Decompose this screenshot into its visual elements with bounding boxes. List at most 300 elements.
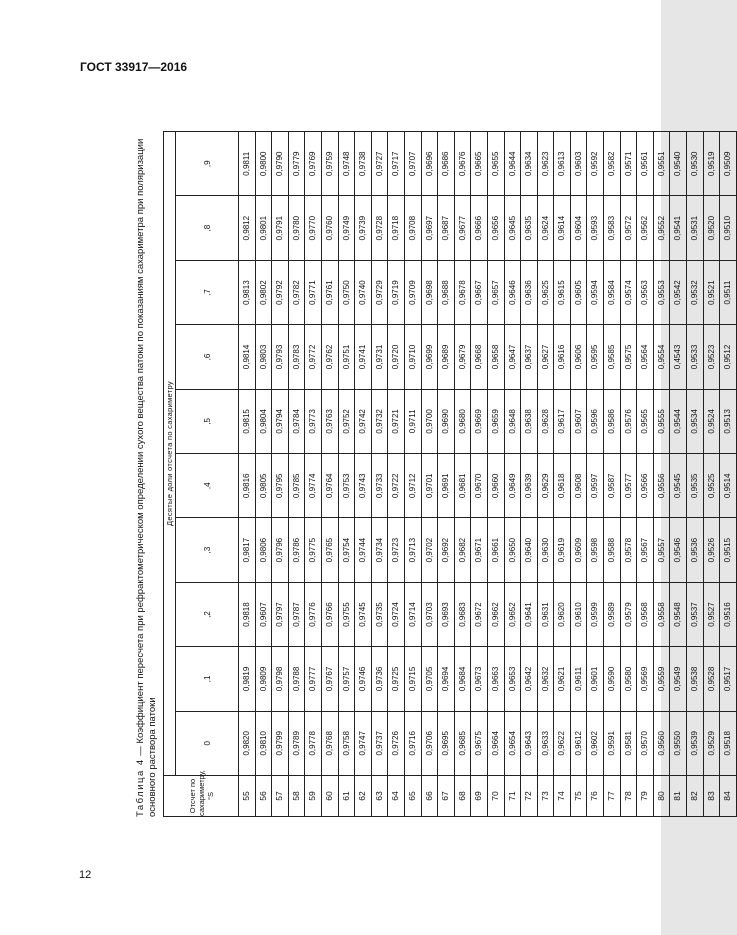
table-cell: 0,9679 [454, 325, 471, 389]
table-cell: 0,9545 [670, 454, 687, 518]
table-cell: 0,9570 [637, 711, 654, 775]
table-cell: 0,9661 [487, 518, 504, 582]
table-cell: 0,9673 [471, 647, 488, 711]
table-cell: 0,9817 [239, 518, 256, 582]
table-cell: 0,9602 [587, 711, 604, 775]
table-cell: 0,9727 [371, 132, 388, 196]
table-cell: 0,9743 [355, 454, 372, 518]
table-cell: 0,9523 [703, 325, 720, 389]
table-cell: 0,9625 [537, 260, 554, 324]
table-cell: 0,9541 [670, 196, 687, 260]
table-cell: 0,9701 [421, 454, 438, 518]
table-cell: 0,9731 [371, 325, 388, 389]
column-header: 0 [176, 711, 239, 775]
table-cell: 0,9714 [404, 582, 421, 646]
table-cell: 0,9791 [272, 196, 289, 260]
table-cell: 0,9765 [321, 518, 338, 582]
table-cell: 0,9638 [521, 389, 538, 453]
table-cell: 0,9713 [404, 518, 421, 582]
table-cell: 0,9716 [404, 711, 421, 775]
table-cell: 0,9748 [338, 132, 355, 196]
table-cell: 0,9686 [438, 132, 455, 196]
table-cell: 0,9669 [471, 389, 488, 453]
row-label: 77 [604, 776, 621, 817]
table-cell: 0,9710 [404, 325, 421, 389]
table-cell: 0,9724 [388, 582, 405, 646]
table-cell: 0,9684 [454, 647, 471, 711]
table-cell: 0,9771 [305, 260, 322, 324]
table-cell: 0,9782 [288, 260, 305, 324]
table-cell: 0,9732 [371, 389, 388, 453]
table-cell: 0,9786 [288, 518, 305, 582]
table-cell: 0,9531 [687, 196, 704, 260]
table-row [670, 132, 687, 817]
table-cell: 0,9568 [637, 582, 654, 646]
table-cell: 0,9798 [272, 647, 289, 711]
table-cell: 0,9685 [454, 711, 471, 775]
table-row [703, 132, 720, 817]
table-cell: 0,9592 [587, 132, 604, 196]
row-label: 83 [703, 776, 720, 817]
table-cell: 0,9707 [404, 132, 421, 196]
row-label: 62 [355, 776, 372, 817]
row-label: 76 [587, 776, 604, 817]
row-label: 64 [388, 776, 405, 817]
table-cell: 0,9770 [305, 196, 322, 260]
table-cell: 0,9540 [670, 132, 687, 196]
table-cell: 0,9640 [521, 518, 538, 582]
table-cell: 0,9718 [388, 196, 405, 260]
table-cell: 0,9585 [604, 325, 621, 389]
table-cell: 0,9576 [620, 389, 637, 453]
table-cell: 0,9539 [687, 711, 704, 775]
table-row [504, 132, 521, 817]
table-cell: 0,9784 [288, 389, 305, 453]
table-row [404, 132, 421, 817]
table-cell: 0,9630 [537, 518, 554, 582]
table-cell: 0,9658 [487, 325, 504, 389]
standard-header: ГОСТ 33917—2016 [80, 60, 188, 74]
table-row [471, 132, 488, 817]
table-cell: 0,9753 [338, 454, 355, 518]
table-cell: 0,9608 [570, 454, 587, 518]
table-cell: 0,9772 [305, 325, 322, 389]
table-cell: 0,9610 [570, 582, 587, 646]
table-cell: 0,9619 [554, 518, 571, 582]
table-cell: 0,9634 [521, 132, 538, 196]
table-cell: 0,9738 [355, 132, 372, 196]
table-cell: 0,9525 [703, 454, 720, 518]
table-cell: 0,9794 [272, 389, 289, 453]
table-cell: 0,9607 [570, 389, 587, 453]
table-cell: 0,9516 [720, 582, 737, 646]
table-row [355, 132, 372, 817]
table-row [438, 132, 455, 817]
table-cell: 0,9512 [720, 325, 737, 389]
table-cell: 0,9535 [687, 454, 704, 518]
table-cell: 0,9664 [487, 711, 504, 775]
table-cell: 0,9775 [305, 518, 322, 582]
table-cell: 0,4543 [670, 325, 687, 389]
table-row [272, 132, 289, 817]
table-cell: 0,9524 [703, 389, 720, 453]
table-cell: 0,9676 [454, 132, 471, 196]
table-cell: 0,9633 [537, 711, 554, 775]
table-cell: 0,9567 [637, 518, 654, 582]
table-cell: 0,9537 [687, 582, 704, 646]
table-cell: 0,9518 [720, 711, 737, 775]
table-cell: 0,9691 [438, 454, 455, 518]
table-cell: 0,9554 [653, 325, 670, 389]
table-cell: 0,9773 [305, 389, 322, 453]
table-cell: 0,9801 [255, 196, 272, 260]
table-cell: 0,9815 [239, 389, 256, 453]
table-cell: 0,9553 [653, 260, 670, 324]
table-cell: 0,9806 [255, 518, 272, 582]
table-caption [135, 127, 161, 817]
table-cell: 0,9550 [670, 711, 687, 775]
table-cell: 0,9612 [570, 711, 587, 775]
table-cell: 0,9800 [255, 132, 272, 196]
table-cell: 0,9729 [371, 260, 388, 324]
table-cell: 0,9617 [554, 389, 571, 453]
table-cell: 0,9793 [272, 325, 289, 389]
table-cell: 0,9689 [438, 325, 455, 389]
table-cell: 0,9645 [504, 196, 521, 260]
group-header-cell: Десятые доли отсчета по сахариметру [164, 132, 176, 776]
row-label: 81 [670, 776, 687, 817]
table-cell: 0,9551 [653, 132, 670, 196]
table-cell: 0,9805 [255, 454, 272, 518]
rotated-table-block [135, 127, 733, 817]
table-cell: 0,9603 [570, 132, 587, 196]
table-cell: 0,9514 [720, 454, 737, 518]
table-cell: 0,9780 [288, 196, 305, 260]
table-row [371, 132, 388, 817]
table-cell: 0,9643 [521, 711, 538, 775]
table-cell: 0,9533 [687, 325, 704, 389]
table-cell: 0,9521 [703, 260, 720, 324]
table-cell: 0,9636 [521, 260, 538, 324]
table-cell: 0,9552 [653, 196, 670, 260]
row-label: 65 [404, 776, 421, 817]
table-row [239, 132, 256, 817]
table-cell: 0,9683 [454, 582, 471, 646]
table-cell: 0,9678 [454, 260, 471, 324]
table-cell: 0,9614 [554, 196, 571, 260]
table-cell: 0,9736 [371, 647, 388, 711]
table-cell: 0,9577 [620, 454, 637, 518]
table-cell: 0,9519 [703, 132, 720, 196]
table-cell: 0,9663 [487, 647, 504, 711]
table-cell: 0,9737 [371, 711, 388, 775]
table-cell: 0,9605 [570, 260, 587, 324]
table-cell: 0,9672 [471, 582, 488, 646]
table-row [521, 132, 538, 817]
row-label: 74 [554, 776, 571, 817]
table-cell: 0,9708 [404, 196, 421, 260]
table-cell: 0,9711 [404, 389, 421, 453]
table-cell: 0,9735 [371, 582, 388, 646]
table-row [454, 132, 471, 817]
table-cell: 0,9513 [720, 389, 737, 453]
table-cell: 0,9565 [637, 389, 654, 453]
table-cell: 0,9653 [504, 647, 521, 711]
table-cell: 0,9745 [355, 582, 372, 646]
table-cell: 0,9769 [305, 132, 322, 196]
table-row [255, 132, 272, 817]
table-cell: 0,9754 [338, 518, 355, 582]
table-cell: 0,9611 [570, 647, 587, 711]
table-cell: 0,9665 [471, 132, 488, 196]
table-cell: 0,9777 [305, 647, 322, 711]
table-cell: 0,9534 [687, 389, 704, 453]
table-cell: 0,9557 [653, 518, 670, 582]
table-cell: 0,9698 [421, 260, 438, 324]
table-cell: 0,9744 [355, 518, 372, 582]
row-label: 66 [421, 776, 438, 817]
table-cell: 0,9604 [570, 196, 587, 260]
table-cell: 0,9572 [620, 196, 637, 260]
column-header: ,1 [176, 647, 239, 711]
table-cell: 0,9812 [239, 196, 256, 260]
table-cell: 0,9649 [504, 454, 521, 518]
table-cell: 0,9682 [454, 518, 471, 582]
table-row [587, 132, 604, 817]
table-cell: 0,9599 [587, 582, 604, 646]
table-row [537, 132, 554, 817]
table-cell: 0,9779 [288, 132, 305, 196]
row-label: 61 [338, 776, 355, 817]
table-cell: 0,9624 [537, 196, 554, 260]
table-cell: 0,9646 [504, 260, 521, 324]
table-cell: 0,9529 [703, 711, 720, 775]
table-cell: 0,9582 [604, 132, 621, 196]
table-cell: 0,9789 [288, 711, 305, 775]
row-label: 71 [504, 776, 521, 817]
table-cell: 0,9558 [653, 582, 670, 646]
table-cell: 0,9720 [388, 325, 405, 389]
table-cell: 0,9755 [338, 582, 355, 646]
table-cell: 0,9549 [670, 647, 687, 711]
table-cell: 0,9620 [554, 582, 571, 646]
table-row [570, 132, 587, 817]
row-label: 63 [371, 776, 388, 817]
table-cell: 0,9699 [421, 325, 438, 389]
table-row [388, 132, 405, 817]
table-cell: 0,9712 [404, 454, 421, 518]
table-cell: 0,9659 [487, 389, 504, 453]
table-cell: 0,9650 [504, 518, 521, 582]
table-cell: 0,9562 [637, 196, 654, 260]
table-cell: 0,9746 [355, 647, 372, 711]
table-cell: 0,9548 [670, 582, 687, 646]
table-cell: 0,9776 [305, 582, 322, 646]
table-cell: 0,9591 [604, 711, 621, 775]
table-cell: 0,9747 [355, 711, 372, 775]
table-cell: 0,9542 [670, 260, 687, 324]
table-cell: 0,9810 [255, 711, 272, 775]
table-cell: 0,9584 [604, 260, 621, 324]
table-cell: 0,9563 [637, 260, 654, 324]
table-cell: 0,9734 [371, 518, 388, 582]
table-cell: 0,9662 [487, 582, 504, 646]
table-cell: 0,9613 [554, 132, 571, 196]
table-cell: 0,9695 [438, 711, 455, 775]
table-cell: 0,9763 [321, 389, 338, 453]
table-cell: 0,9546 [670, 518, 687, 582]
table-cell: 0,9795 [272, 454, 289, 518]
table-cell: 0,9530 [687, 132, 704, 196]
row-header-cell: Отсчет по сахариметру, °S [164, 776, 239, 817]
table-cell: 0,9660 [487, 454, 504, 518]
column-header: ,9 [176, 132, 239, 196]
table-cell: 0,9578 [620, 518, 637, 582]
table-cell: 0,9555 [653, 389, 670, 453]
table-cell: 0,9569 [637, 647, 654, 711]
table-cell: 0,9788 [288, 647, 305, 711]
table-cell: 0,9656 [487, 196, 504, 260]
table-cell: 0,9785 [288, 454, 305, 518]
table-cell: 0,9768 [321, 711, 338, 775]
table-row [620, 132, 637, 817]
table-cell: 0,9616 [554, 325, 571, 389]
column-header: ,8 [176, 196, 239, 260]
table-cell: 0,9692 [438, 518, 455, 582]
row-label: 72 [521, 776, 538, 817]
table-cell: 0,9635 [521, 196, 538, 260]
table-cell: 0,9778 [305, 711, 322, 775]
table-cell: 0,9703 [421, 582, 438, 646]
table-cell: 0,9627 [537, 325, 554, 389]
table-cell: 0,9802 [255, 260, 272, 324]
table-cell: 0,9511 [720, 260, 737, 324]
table-cell: 0,9741 [355, 325, 372, 389]
table-cell: 0,9590 [604, 647, 621, 711]
table-cell: 0,9694 [438, 647, 455, 711]
column-header-row [176, 132, 239, 817]
table-cell: 0,9595 [587, 325, 604, 389]
column-header: ,2 [176, 582, 239, 646]
table-cell: 0,9587 [604, 454, 621, 518]
table-cell: 0,9818 [239, 582, 256, 646]
table-cell: 0,9709 [404, 260, 421, 324]
table-cell: 0,9607 [255, 582, 272, 646]
table-row [305, 132, 322, 817]
table-caption-label: Таблица 4 [135, 758, 146, 817]
table-cell: 0,9579 [620, 582, 637, 646]
table-cell: 0,9693 [438, 582, 455, 646]
table-cell: 0,9593 [587, 196, 604, 260]
table-cell: 0,9717 [388, 132, 405, 196]
table-cell: 0,9632 [537, 647, 554, 711]
table-cell: 0,9757 [338, 647, 355, 711]
table-row [637, 132, 654, 817]
table-cell: 0,9648 [504, 389, 521, 453]
table-cell: 0,9597 [587, 454, 604, 518]
row-label: 60 [321, 776, 338, 817]
table-cell: 0,9556 [653, 454, 670, 518]
table-cell: 0,9688 [438, 260, 455, 324]
table-cell: 0,9654 [504, 711, 521, 775]
conversion-table [163, 131, 737, 817]
table-cell: 0,9702 [421, 518, 438, 582]
column-header: ,3 [176, 518, 239, 582]
table-cell: 0,9575 [620, 325, 637, 389]
table-cell: 0,9589 [604, 582, 621, 646]
table-cell: 0,9675 [471, 711, 488, 775]
table-cell: 0,9528 [703, 647, 720, 711]
table-cell: 0,9517 [720, 647, 737, 711]
table-cell: 0,9571 [620, 132, 637, 196]
row-label: 68 [454, 776, 471, 817]
table-cell: 0,9749 [338, 196, 355, 260]
row-label: 67 [438, 776, 455, 817]
page-number: 12 [79, 869, 92, 881]
table-cell: 0,9601 [587, 647, 604, 711]
table-cell: 0,9574 [620, 260, 637, 324]
table-cell: 0,9690 [438, 389, 455, 453]
table-caption-text: — Коэффициент пересчета при рефрактометрическом определении сухого вещества патоки по показаниям сахариметра при поляризации основного раствора патоки [135, 138, 158, 817]
table-cell: 0,9667 [471, 260, 488, 324]
table-cell: 0,9544 [670, 389, 687, 453]
table-row [554, 132, 571, 817]
table-cell: 0,9728 [371, 196, 388, 260]
table-cell: 0,9621 [554, 647, 571, 711]
table-row [421, 132, 438, 817]
table-cell: 0,9520 [703, 196, 720, 260]
table-cell: 0,9739 [355, 196, 372, 260]
table-cell: 0,9816 [239, 454, 256, 518]
row-label: 56 [255, 776, 272, 817]
table-cell: 0,9742 [355, 389, 372, 453]
column-header: ,5 [176, 389, 239, 453]
table-cell: 0,9733 [371, 454, 388, 518]
table-row [288, 132, 305, 817]
row-label: 84 [720, 776, 737, 817]
row-label: 79 [637, 776, 654, 817]
table-body [239, 132, 737, 817]
table-cell: 0,9697 [421, 196, 438, 260]
table-cell: 0,9759 [321, 132, 338, 196]
table-cell: 0,9583 [604, 196, 621, 260]
table-cell: 0,9799 [272, 711, 289, 775]
row-label: 78 [620, 776, 637, 817]
table-cell: 0,9804 [255, 389, 272, 453]
table-cell: 0,9644 [504, 132, 521, 196]
table-cell: 0,9622 [554, 711, 571, 775]
table-cell: 0,9819 [239, 647, 256, 711]
table-cell: 0,9797 [272, 582, 289, 646]
column-header: ,6 [176, 325, 239, 389]
table-cell: 0,9767 [321, 647, 338, 711]
table-cell: 0,9631 [537, 582, 554, 646]
table-cell: 0,9510 [720, 196, 737, 260]
table-cell: 0,9752 [338, 389, 355, 453]
table-cell: 0,9811 [239, 132, 256, 196]
table-cell: 0,9715 [404, 647, 421, 711]
row-label: 59 [305, 776, 322, 817]
table-cell: 0,9725 [388, 647, 405, 711]
table-cell: 0,9705 [421, 647, 438, 711]
table-cell: 0,9623 [537, 132, 554, 196]
table-cell: 0,9726 [388, 711, 405, 775]
column-header: ,4 [176, 454, 239, 518]
table-cell: 0,9809 [255, 647, 272, 711]
table-cell: 0,9628 [537, 389, 554, 453]
table-cell: 0,9559 [653, 647, 670, 711]
column-header: ,7 [176, 260, 239, 324]
